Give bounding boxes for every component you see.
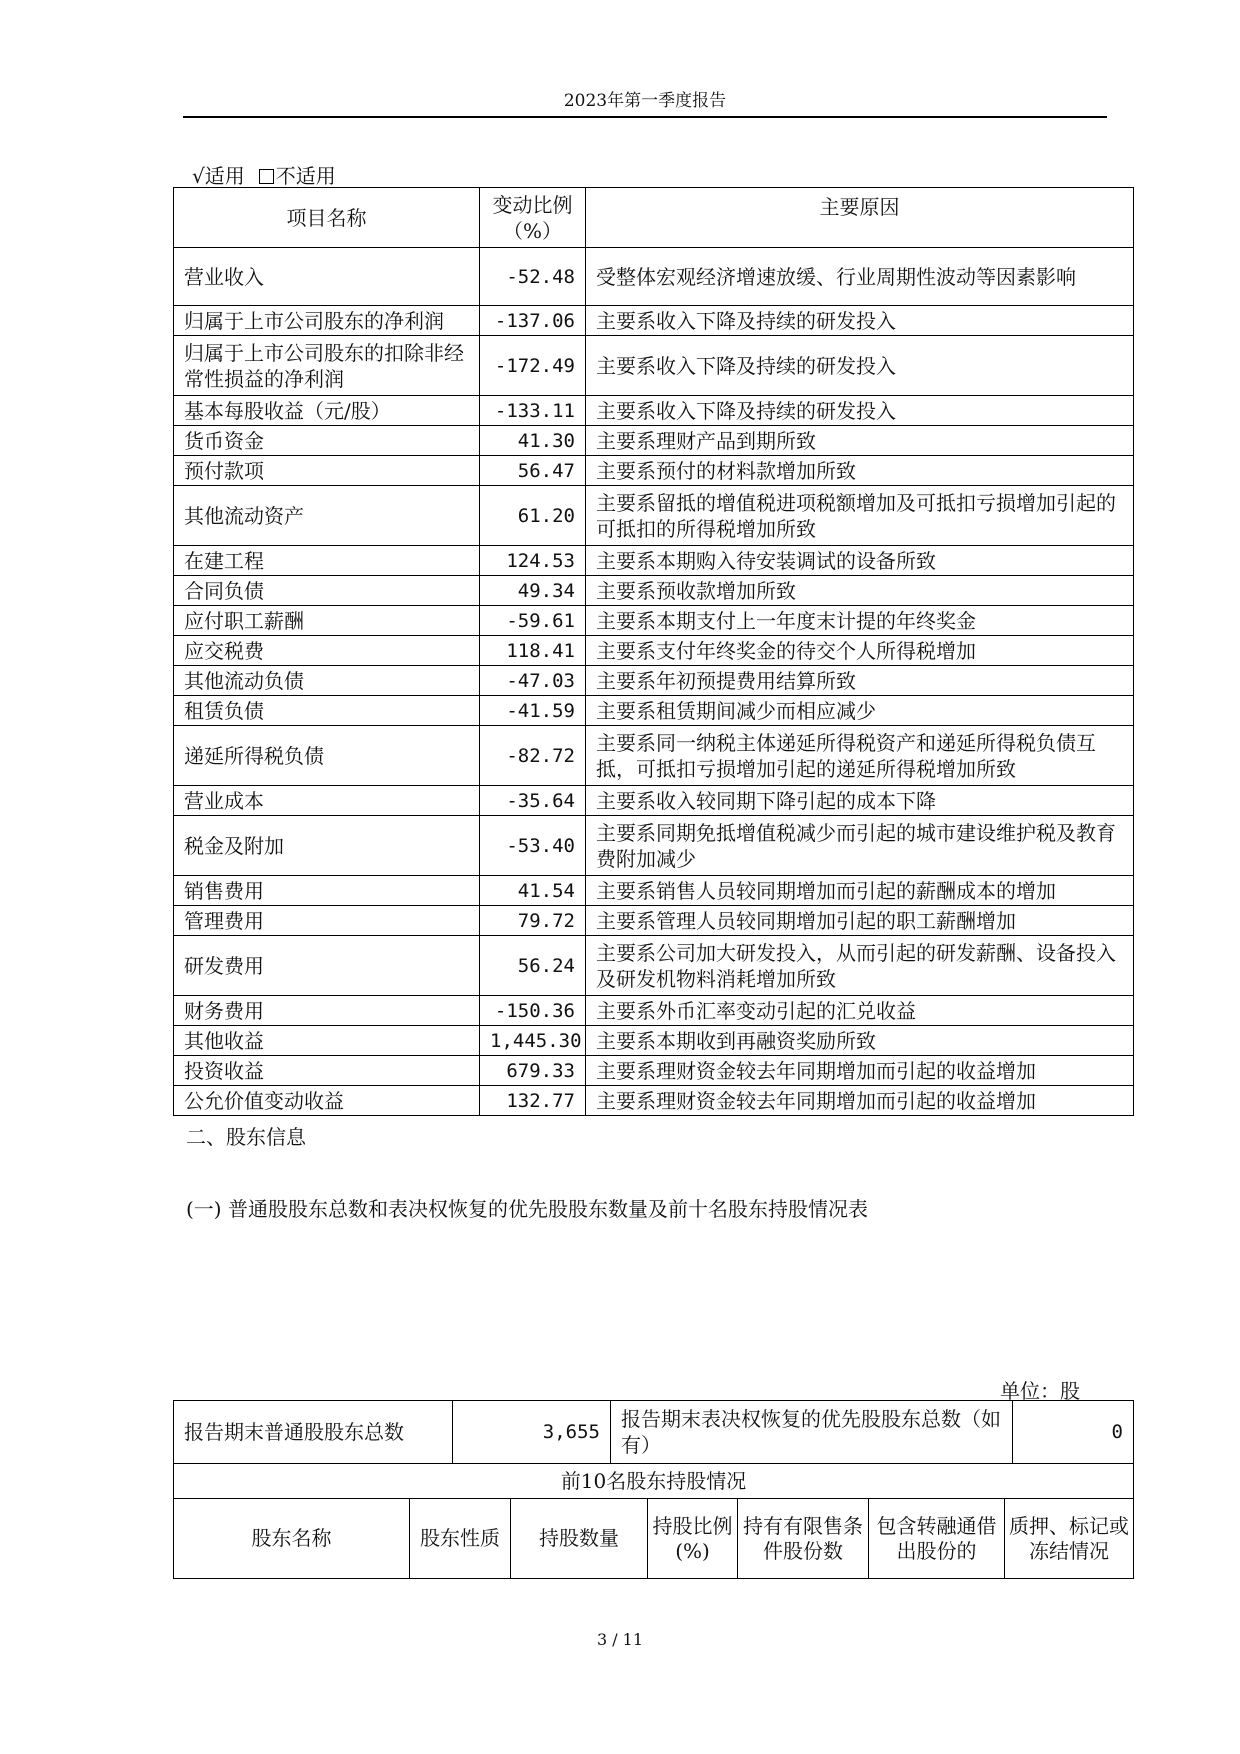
item-name-cell: 合同负债 [174, 576, 480, 606]
reason-cell: 主要系收入下降及持续的研发投入 [586, 336, 1134, 396]
header-holder-nature: 股东性质 [410, 1499, 511, 1579]
checkmark-icon: √ [192, 164, 205, 188]
table-row [174, 636, 1134, 666]
reason-cell: 主要系本期支付上一年度末计提的年终奖金 [586, 606, 1134, 636]
top10-holders-table [173, 1463, 1134, 1579]
change-ratio-cell: 132.77 [480, 1086, 586, 1116]
not-applicable-label: 不适用 [275, 164, 336, 188]
change-ratio-cell: 679.33 [480, 1056, 586, 1086]
table-row [174, 306, 1134, 336]
report-title: 2023年第一季度报告 [563, 91, 727, 111]
item-name-cell: 销售费用 [174, 876, 480, 906]
reason-cell: 主要系理财资金较去年同期增加而引起的收益增加 [586, 1056, 1134, 1086]
item-name-cell: 公允价值变动收益 [174, 1086, 480, 1116]
header-share-count: 持股数量 [511, 1499, 648, 1579]
top10-header-row [174, 1499, 1134, 1579]
table-row [174, 426, 1134, 456]
header-restricted-shares: 持有有限售条件股份数 [738, 1499, 869, 1579]
common-holders-label: 报告期末普通股股东总数 [174, 1401, 453, 1464]
table-row [174, 1086, 1134, 1116]
reason-cell: 主要系公司加大研发投入，从而引起的研发薪酬、设备投入及研发机物料消耗增加所致 [586, 936, 1134, 996]
change-ratio-cell: 56.24 [480, 936, 586, 996]
unit-label: 单位：股 [1000, 1379, 1080, 1403]
item-name-cell: 基本每股收益（元/股） [174, 396, 480, 426]
item-name-cell: 营业收入 [174, 248, 480, 306]
applicability-options [192, 160, 336, 189]
header-pledge-status: 质押、标记或冻结情况 [1005, 1499, 1134, 1579]
item-name-cell: 财务费用 [174, 996, 480, 1026]
table-row [174, 456, 1134, 486]
item-name-cell: 租赁负债 [174, 696, 480, 726]
item-name-cell: 应付职工薪酬 [174, 606, 480, 636]
table-row [174, 576, 1134, 606]
reason-cell: 主要系年初预提费用结算所致 [586, 666, 1134, 696]
item-name-cell: 营业成本 [174, 786, 480, 816]
table-row [174, 816, 1134, 876]
change-ratio-cell: -82.72 [480, 726, 586, 786]
common-holders-value: 3,655 [453, 1401, 611, 1464]
table-row [174, 666, 1134, 696]
header-holder-name: 股东名称 [174, 1499, 410, 1579]
change-ratio-cell: -133.11 [480, 396, 586, 426]
reason-cell: 主要系租赁期间减少而相应减少 [586, 696, 1134, 726]
change-ratio-cell: -172.49 [480, 336, 586, 396]
reason-cell: 主要系同期免抵增值税减少而引起的城市建设维护税及教育费附加减少 [586, 816, 1134, 876]
holders-summary-row [174, 1401, 1134, 1464]
preferred-holders-value: 0 [1013, 1401, 1134, 1464]
top10-title-row [174, 1464, 1134, 1499]
table-row [174, 606, 1134, 636]
table-row [174, 1026, 1134, 1056]
table-row [174, 876, 1134, 906]
item-name-cell: 货币资金 [174, 426, 480, 456]
table-row [174, 696, 1134, 726]
table-row [174, 786, 1134, 816]
item-name-cell: 在建工程 [174, 546, 480, 576]
reason-cell: 主要系预收款增加所致 [586, 576, 1134, 606]
preferred-holders-label: 报告期末表决权恢复的优先股股东总数（如有） [611, 1401, 1013, 1464]
header-main-reason: 主要原因 [586, 188, 1134, 248]
change-ratio-cell: -137.06 [480, 306, 586, 336]
reason-cell: 主要系留抵的增值税进项税额增加及可抵扣亏损增加引起的可抵扣的所得税增加所致 [586, 486, 1134, 546]
change-ratio-cell: -59.61 [480, 606, 586, 636]
item-name-cell: 其他流动负债 [174, 666, 480, 696]
change-ratio-cell: 41.54 [480, 876, 586, 906]
item-name-cell: 归属于上市公司股东的扣除非经常性损益的净利润 [174, 336, 480, 396]
change-ratio-cell: 124.53 [480, 546, 586, 576]
table-row [174, 1056, 1134, 1086]
table-header-row [174, 188, 1134, 248]
item-name-cell: 其他流动资产 [174, 486, 480, 546]
reason-cell: 主要系本期购入待安装调试的设备所致 [586, 546, 1134, 576]
reason-cell: 主要系收入下降及持续的研发投入 [586, 306, 1134, 336]
table-row [174, 936, 1134, 996]
change-ratio-cell: 41.30 [480, 426, 586, 456]
table-row [174, 248, 1134, 306]
holders-summary-table [173, 1400, 1134, 1464]
item-name-cell: 研发费用 [174, 936, 480, 996]
reason-cell: 主要系理财资金较去年同期增加而引起的收益增加 [586, 1086, 1134, 1116]
reason-cell: 主要系销售人员较同期增加而引起的薪酬成本的增加 [586, 876, 1134, 906]
reason-cell: 主要系理财产品到期所致 [586, 426, 1134, 456]
change-ratio-cell: -53.40 [480, 816, 586, 876]
change-ratio-cell: -150.36 [480, 996, 586, 1026]
table-row [174, 396, 1134, 426]
change-ratio-cell: -52.48 [480, 248, 586, 306]
page-header [183, 86, 1107, 118]
subsection-title: (一) 普通股股东总数和表决权恢复的优先股股东数量及前十名股东持股情况表 [186, 1197, 868, 1221]
header-change-ratio [480, 188, 586, 248]
header-item-name: 项目名称 [174, 188, 480, 248]
reason-cell: 主要系收入较同期下降引起的成本下降 [586, 786, 1134, 816]
section-title-shareholders: 二、股东信息 [186, 1125, 306, 1149]
change-ratio-cell: 56.47 [480, 456, 586, 486]
reason-cell: 主要系同一纳税主体递延所得税资产和递延所得税负债互抵，可抵扣亏损增加引起的递延所得税增加所致 [586, 726, 1134, 786]
page-number: 3 / 11 [596, 1630, 644, 1649]
change-reason-table [173, 187, 1134, 1116]
header-refinancing-lent: 包含转融通借出股份的 [869, 1499, 1005, 1579]
reason-cell: 受整体宏观经济增速放缓、行业周期性波动等因素影响 [586, 248, 1134, 306]
header-ratio-line1: 变动比例 [492, 192, 573, 217]
item-name-cell: 预付款项 [174, 456, 480, 486]
reason-cell: 主要系本期收到再融资奖励所致 [586, 1026, 1134, 1056]
change-ratio-cell: -35.64 [480, 786, 586, 816]
change-ratio-cell: -41.59 [480, 696, 586, 726]
item-name-cell: 税金及附加 [174, 816, 480, 876]
item-name-cell: 归属于上市公司股东的净利润 [174, 306, 480, 336]
table-row [174, 546, 1134, 576]
table-row [174, 486, 1134, 546]
change-ratio-cell: 1,445.30 [480, 1026, 586, 1056]
header-share-ratio: 持股比例(%) [648, 1499, 738, 1579]
table-row [174, 906, 1134, 936]
item-name-cell: 其他收益 [174, 1026, 480, 1056]
item-name-cell: 管理费用 [174, 906, 480, 936]
header-ratio-line2: （%） [502, 218, 562, 243]
table-row [174, 726, 1134, 786]
top10-title: 前10名股东持股情况 [174, 1464, 1134, 1499]
reason-cell: 主要系收入下降及持续的研发投入 [586, 396, 1134, 426]
empty-checkbox-icon [259, 169, 274, 184]
table-row [174, 996, 1134, 1026]
change-ratio-cell: 79.72 [480, 906, 586, 936]
reason-cell: 主要系预付的材料款增加所致 [586, 456, 1134, 486]
change-ratio-cell: -47.03 [480, 666, 586, 696]
reason-cell: 主要系支付年终奖金的待交个人所得税增加 [586, 636, 1134, 666]
reason-cell: 主要系管理人员较同期增加引起的职工薪酬增加 [586, 906, 1134, 936]
item-name-cell: 投资收益 [174, 1056, 480, 1086]
change-ratio-cell: 61.20 [480, 486, 586, 546]
change-ratio-cell: 49.34 [480, 576, 586, 606]
item-name-cell: 应交税费 [174, 636, 480, 666]
change-ratio-cell: 118.41 [480, 636, 586, 666]
table-row [174, 336, 1134, 396]
applicable-label: 适用 [204, 164, 245, 188]
item-name-cell: 递延所得税负债 [174, 726, 480, 786]
reason-cell: 主要系外币汇率变动引起的汇兑收益 [586, 996, 1134, 1026]
